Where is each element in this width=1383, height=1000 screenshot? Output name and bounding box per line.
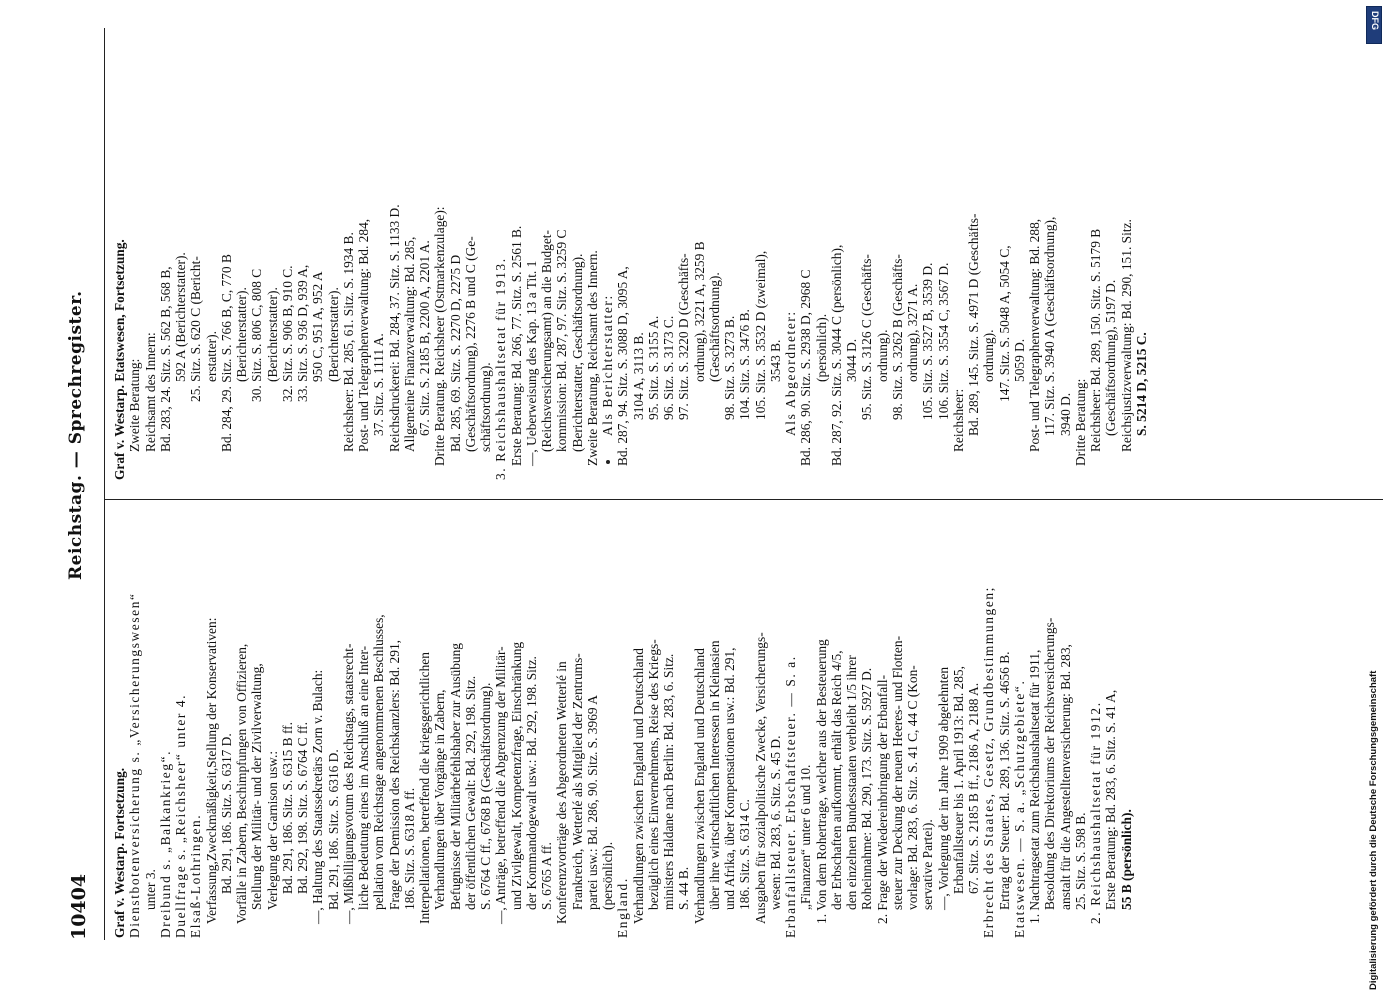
index-line: Befugnisse der Militärbefehlshaber zur Ausübung (447, 642, 463, 910)
index-entry: Erbrecht des Staates, Gesetz, Grundbestimmungen; (981, 586, 997, 938)
index-line: 106. Sitz. S. 3554 C, 3567 D. (935, 262, 951, 420)
index-line: Bd. 287, 94. Sitz. S. 3088 D, 3095 A, (615, 266, 631, 466)
index-line: ordnung). (981, 329, 997, 382)
index-line: (persönlich). (813, 313, 829, 382)
index-line: (Berichterstatter). (325, 287, 341, 382)
index-line: 950 C, 951 A, 952 A (310, 271, 326, 382)
index-line: 2. Frage der Wiedereinbringung der Erbanfall- (874, 674, 890, 924)
index-entry: Dienstbotenversicherung s. „Versicherungswesen“ (127, 592, 143, 938)
index-line: ordnung), 3221 A, 3259 B (691, 241, 707, 382)
index-line: —, Mißbilligungsvotum des Reichstags, staatsrecht- (340, 643, 356, 924)
index-line: Bd. 291, 186. Sitz. S. 6317 D. (218, 733, 234, 894)
index-line: Frage der Demission des Reichskanzlers: Bd. 291, (386, 640, 402, 910)
index-line: S. 6764 C ff., 6768 B (Geschäftsordnung). (478, 682, 493, 910)
index-line: (persönlich). (600, 841, 615, 910)
index-line: Bd. 287, 92. Sitz. S. 3044 C (persönlich), (828, 244, 844, 466)
index-line: Reichsjustizverwaltung: Bd. 290, 151. Sitz. (1118, 219, 1134, 452)
column-heading: Graf v. Westarp. Fortsetzung. (112, 767, 127, 938)
index-line: Roheinnahme: Bd. 290, 173. Sitz. S. 5927 D. (859, 667, 875, 910)
index-line: (Geschäftsordnung). (706, 272, 722, 382)
index-line: der Kommandogewalt usw.: Bd. 292, 198. Sitz. (523, 656, 539, 910)
index-line: ordnung), 3271 A. (905, 283, 920, 382)
index-line: Bd. 284, 29. Sitz. S. 766 B, C, 770 B (218, 254, 234, 452)
index-entry: Elsaß-Lothringen. (188, 813, 204, 938)
index-line: Ertrag der Steuer: Bd. 289, 136. Sitz. S. 4656 B. (996, 651, 1012, 910)
index-line: 3543 B. (767, 339, 783, 382)
index-line: über ihre wirtschaftlichen Interessen in Kleinasien (706, 640, 722, 910)
index-line: Ausgaben für sozialpolitische Zwecke, Versicherungs- (752, 632, 768, 924)
index-line: vorlage: Bd. 283, 6. Sitz. S. 41 C, 44 C (Kon- (905, 665, 920, 910)
index-line: servative Partei). (920, 819, 936, 910)
index-line: —, Anträge, betreffend die Abgrenzung der Militär- (493, 646, 509, 924)
index-entry: Dreibund s. „Balkankrieg“. (157, 749, 173, 938)
index-line: 25. Sitz. S. 620 C (Bericht- (188, 256, 204, 402)
index-line: 95. Sitz. S. 3126 C (Geschäfts- (859, 254, 875, 420)
index-line: 55 B (persönlich). (1118, 809, 1134, 910)
index-line: Bd. 291, 186. Sitz. S. 6316 D. (325, 749, 341, 910)
right-column (112, 40, 1149, 480)
left-column (112, 508, 1134, 938)
index-line: 67. Sitz. S. 2185 B ff., 2186 A, 2188 A. (966, 682, 981, 894)
index-line: Als Abgeordneter: (783, 310, 798, 436)
index-line: erstatter). (203, 331, 219, 382)
index-line: Verhandlungen zwischen England und Deutschland (630, 648, 646, 924)
index-line: 105. Sitz. S. 3532 D (zweimal), (752, 250, 768, 420)
index-line: ministers Haldane nach Berlin: Bd. 283, 6. Sitz. (661, 653, 676, 910)
index-line: Post- und Telegraphenverwaltung: Bd. 284, (356, 218, 371, 452)
index-line: den einzelnen Bundesstaaten verbleibt 1/5 ihrer (844, 655, 859, 910)
index-line: —, Haltung des Staatssekretärs Zorn v. Bulach: (310, 669, 326, 924)
index-entry: Duellfrage s. „Reichsheer“ unter 4. (173, 693, 188, 938)
index-line: Bd. 291, 186. Sitz. S. 6315 B ff. (279, 722, 295, 894)
index-line: 147. Sitz. S. 5048 A, 5054 C, (996, 245, 1012, 402)
index-line: (Geschäftsordnung), 5197 D. (1103, 279, 1119, 436)
index-line: (Berichterstatter, Geschäftsordnung). (569, 253, 585, 452)
index-line: Reichsdruckerei: Bd. 284, 37. Sitz. S. 1133 D. (386, 204, 402, 452)
index-line: 67. Sitz. S. 2185 B, 2200 A, 2201 A. (417, 240, 432, 436)
index-line: 95. Sitz. S. 3155 A. (645, 315, 661, 420)
dfg-logo (1366, 6, 1382, 44)
index-line: und Zivilgewalt, Kompetenzfrage, Einschränkung (508, 641, 524, 910)
index-line: (Geschäftsordnung), 2276 B und C (Ge- (462, 236, 478, 452)
index-line: Bd. 286, 90. Sitz. S. 2938 D, 2968 C (798, 269, 814, 466)
index-line: Dritte Beratung. Reichsheer (Ostmarkenzulage): (432, 206, 448, 466)
index-line: Dritte Beratung: (1072, 378, 1088, 466)
index-line: partei usw.: Bd. 286, 90. Sitz. S. 3969 A (584, 695, 600, 910)
header-rule (104, 28, 105, 940)
index-line: bezüglich eines Einvernehmens, Reise des Kriegs- (645, 639, 661, 910)
index-line: 98. Sitz. S. 3262 B (Geschäfts- (889, 254, 905, 420)
index-line: 3104 A, 3113 B. (630, 332, 646, 420)
dfg-logo-label: DFG (1370, 11, 1380, 30)
index-line: 3044 D. (844, 338, 859, 382)
index-line: Post- und Telegraphenverwaltung: Bd. 288, (1027, 218, 1042, 452)
index-line: 1. Nachtragsetat zum Reichshaushaltsetat für 1911, (1027, 649, 1042, 924)
index-line: (Berichterstatter). (264, 287, 280, 382)
index-line: Reichsamt des Innern: (142, 332, 158, 452)
index-entry: 3. Reichshaushaltsetat für 1913. (493, 257, 509, 480)
index-line: 1. Von dem Rohertrage, welcher aus der Besteuerung (813, 639, 829, 924)
index-line: 3940 D. (1057, 392, 1073, 436)
index-line: 5059 D. (1011, 338, 1027, 382)
digitization-credit: Digitalisierung gefördert durch die Deutsche Forschungsgemeinschaft (1368, 670, 1379, 990)
index-line: Vorfälle in Zabern, Beschimpfungen von Offizieren, (234, 643, 249, 924)
index-line: 30. Sitz. S. 806 C, 808 C (249, 268, 265, 402)
index-line: Erste Beratung: Bd. 266, 77. Sitz. S. 2561 B. (508, 225, 524, 466)
index-line: —, Vorlegung der im Jahre 1909 abgelehnten (935, 666, 951, 910)
index-line: und Afrika, über Kompensationen usw.: Bd. 291, (722, 647, 737, 910)
index-line: Stellung der Militär- und der Zivilverwaltung, (249, 663, 265, 910)
index-line: 33. Sitz. S. 936 D, 939 A, (295, 264, 310, 402)
index-line: S. 5214 D, 5215 C. (1133, 332, 1149, 436)
index-line: Reichsheer: Bd. 285, 61. Sitz. S. 1934 B. (340, 232, 356, 452)
index-line: Interpellationen, betreffend die kriegsgerichtlichen (417, 652, 432, 924)
index-line: S. 44 B. (676, 866, 692, 910)
index-line: Bd. 289, 145. Sitz. S. 4971 D (Geschäfts- (966, 213, 981, 436)
index-line: 96. Sitz. S. 3173 C. (661, 315, 676, 420)
index-line: „Finanzen“ unter 6 und 10. (798, 764, 814, 910)
index-entry: Etatswesen. — S. a. „Schutzgebiete“. (1011, 679, 1027, 938)
index-line: Bd. 285, 69. Sitz. S. 2270 D, 2275 D (447, 254, 463, 452)
index-line: Bd. 292, 198. Sitz. S. 6764 C ff. (295, 722, 310, 894)
column-heading: Graf v. Westarp. Etatswesen, Fortsetzung. (112, 239, 127, 480)
index-line: Konferenzvorträge des Abgeordneten Wetterlé in (554, 661, 570, 924)
index-entry: Erbanfallsteuer. Erbschaftsteuer. — S. a. (783, 655, 798, 938)
index-line: der öffentlichen Gewalt: Bd. 292, 198. Sitz. (462, 675, 478, 910)
index-line: Reichsheer: (950, 388, 966, 452)
index-line: 25. Sitz. S. 598 B. (1072, 812, 1088, 910)
index-line: Zweite Beratung: (127, 358, 143, 452)
index-line: kommission: Bd. 287, 97. Sitz. S. 3259 C (554, 229, 570, 452)
column-divider (104, 499, 1383, 500)
index-line: (Berichterstatter). (234, 287, 249, 382)
index-line: Erste Beratung: Bd. 283, 6. Sitz. S. 41 A, (1103, 689, 1119, 910)
index-line: unter 3. (142, 869, 158, 910)
index-line: schäftsordnung). (478, 362, 493, 452)
index-line: 104. Sitz. S. 3476 B. (737, 309, 753, 420)
index-line: Reichsheer: Bd. 289, 150. Sitz. S. 5179 B (1088, 228, 1103, 452)
index-line: der Erbschaften aufkommt, erhält das Reich 4/5, (828, 650, 844, 910)
index-line: Allgemeine Finanzverwaltung: Bd. 285, (401, 236, 417, 452)
index-line: Verhandlungen über Vorgänge in Zabern, (432, 689, 448, 910)
index-line: Verlegung der Garnison usw.: (264, 750, 280, 910)
index-line: 32. Sitz. S. 906 B, 910 C. (279, 265, 295, 402)
index-line: ordnung). (874, 329, 890, 382)
index-line: 2. Reichshaushaltsetat für 1912. (1088, 701, 1103, 924)
index-line: wesen: Bd. 283, 6. Sitz. S. 45 D. (767, 735, 783, 910)
index-line: liche Bedeutung eines im Anschluß an eine Inter- (356, 645, 371, 910)
index-line: Verfassung,Zweckmäßigkeit,Stellung der Konservativen: (203, 617, 219, 924)
index-line: 105. Sitz. S. 3527 B, 3539 D. (920, 262, 936, 420)
index-line: 97. Sitz. S. 3220 D (Geschäfts- (676, 253, 692, 420)
index-line: 117. Sitz. S. 3940 A (Geschäftsordnung), (1042, 216, 1058, 436)
index-line: 592 A (Berichterstatter). (173, 252, 188, 382)
index-entry: England. (615, 877, 631, 938)
index-line: Erbanfallsteuer bis 1. April 1913: Bd. 285, (950, 666, 966, 894)
index-line: 98. Sitz. S. 3273 B. (722, 315, 737, 420)
index-line: Besoldung des Direktoriums der Reichsversicherungs- (1042, 617, 1058, 910)
index-line: Zweite Beratung, Reichsamt des Innern. (584, 250, 600, 466)
print-speck (606, 460, 610, 464)
index-line: (Reichsversicherungsamt) an die Budget- (539, 230, 554, 452)
index-line: —, Ueberweisung des Kap. 13 a Tit. 1 (523, 260, 539, 466)
index-line: steuer zur Deckung der neuen Heeres- und Flotten- (889, 635, 905, 910)
index-line: S. 6765 A ff. (539, 842, 554, 910)
running-title: Reichstag. — Sprechregister. (66, 290, 86, 580)
index-line: 37. Sitz. S. 1111 A. (371, 333, 387, 436)
index-line: 186. Sitz. S. 6314 C. (737, 799, 753, 910)
index-line: Verhandlungen zwischen England und Deutschland (691, 648, 707, 924)
index-line: 186. Sitz. S. 6318 A ff. (401, 787, 417, 910)
index-line: pellation vom Reichstage angenommenen Beschlusses, (371, 614, 387, 910)
index-line: anstalt für die Angestelltenversicherung: Bd. 283, (1057, 644, 1073, 910)
index-line: Als Berichterstatter: (600, 294, 615, 436)
index-line: Frankreich, Wetterlé als Mitglied der Zentrums- (569, 653, 585, 910)
page-number: 10404 (68, 873, 90, 940)
index-line: Bd. 283, 24. Sitz. S. 562 B, 568 B, (157, 266, 173, 452)
